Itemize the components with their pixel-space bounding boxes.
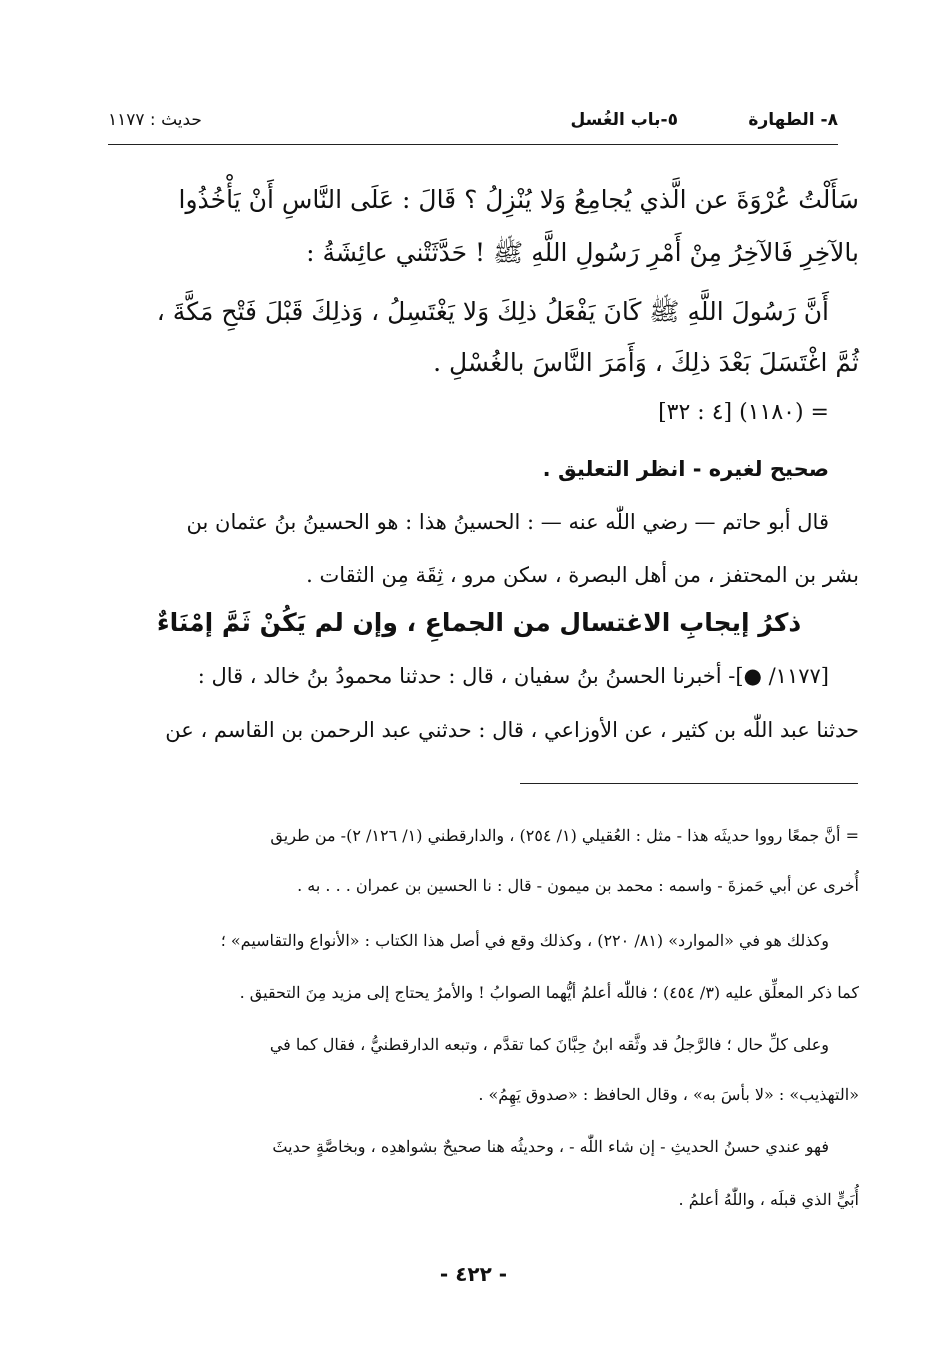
header-rule bbox=[108, 144, 838, 145]
text-line: أَنَّ رَسُولَ اللَّهِ ﷺ كَانَ يَفْعَلُ ذلِكَ وَلا يَغْتَسِلُ ، وَذلِكَ قَبْلَ فَتْحِ مَكَّةَ ، bbox=[156, 297, 829, 326]
footnote-line: = أنَّ جمعًا رووا حديثَه هذا - مثل : العُقيلي (١/ ٢٥٤) ، والدارقطني (١/ ١٢٦/ ٢)- من طريق bbox=[270, 826, 859, 845]
footnote-line: فهو عندي حسنُ الحديثِ - إن شاء اللّٰه - ، وحديثُه هنا صحيحٌ بشواهدِه ، وبخاصَّةٍ حديثَ bbox=[272, 1137, 829, 1156]
chapter-heading: ذكرُ إيجابِ الاغتسال من الجماعِ ، وإن لم يَكُنْ ثَمَّ إمْنَاءٌ bbox=[156, 608, 802, 637]
footnote-line: أُبَيٍّ الذي قبلَه ، واللّٰهُ أعلمُ . bbox=[678, 1190, 859, 1209]
isnad-line: [١١٧٧/ ●]- أخبرنا الحسنُ بنُ سفيان ، قال : حدثنا محمودُ بنُ خالد ، قال : bbox=[197, 664, 829, 688]
footnote-line: وكذلك هو في «الموارد» (٨١/ ٢٢٠) ، وكذلك وقع في أصل هذا الكتاب : «الأنواع والتقاسيم» ؛ bbox=[220, 931, 829, 950]
cross-reference: = (١١٨٠) [٤ : ٣٢] bbox=[658, 400, 829, 425]
chapter-title: ٨- الطهارة bbox=[748, 110, 838, 130]
text-line: ثُمَّ اغْتَسَلَ بَعْدَ ذلِكَ ، وَأَمَرَ النَّاسَ بالغُسْلِ . bbox=[433, 348, 859, 377]
text-line: قال أبو حاتم — رضي اللّٰه عنه — : الحسينُ هذا : هو الحسينُ بنُ عثمان بن bbox=[186, 510, 829, 534]
running-header bbox=[108, 110, 838, 140]
isnad-line: حدثنا عبد اللّٰه بن كثير ، عن الأوزاعي ، قال : حدثني عبد الرحمن بن القاسم ، عن bbox=[165, 718, 859, 742]
footnote-line: كما ذكر المعلِّق عليه (٣/ ٤٥٤) ؛ فاللّٰه أعلمُ أيُّهما الصوابُ ! والأمرُ يحتاج إلى مزيد مِنَ التحقيق . bbox=[239, 983, 859, 1002]
footnote-rule bbox=[520, 783, 858, 784]
text-line: بالآخِرِ فَالآخِرُ مِنْ أَمْرِ رَسُولِ اللَّهِ ﷺ ! حَدَّثَتْني عائِشَةُ : bbox=[306, 238, 859, 267]
footnote-line: وعلى كلِّ حال ؛ فالرَّجلُ قد وثَّقه ابنُ حِبَّانَ كما تقدَّم ، وتبعه الدارقطنيُّ ، فقال كما في bbox=[269, 1035, 829, 1054]
text-line: بشر بن المحتفز ، من أهل البصرة ، سكن مرو ، ثِقَة مِن الثقات . bbox=[306, 563, 859, 587]
footnote-line: أُخرى عن أبي حَمزةَ - واسمه : محمد بن ميمون - قال : نا الحسين بن عمران . . . به . bbox=[297, 876, 859, 895]
text-line: سَأَلْتُ عُرْوَةَ عن الَّذي يُجامِعُ وَلا يُنْزِلُ ؟ قَالَ : عَلَى النَّاسِ أَنْ يَأْخُذُوا bbox=[178, 185, 859, 214]
hadith-reference: حديث : ١١٧٧ bbox=[108, 110, 202, 130]
page-number: - ٤٢٢ - bbox=[439, 1262, 508, 1286]
hadith-grade: صحيح لغيره - انظر التعليق . bbox=[542, 457, 829, 481]
section-title: ٥-باب الغُسل bbox=[570, 110, 678, 130]
footnote-line: «التهذيب» : «لا بأسَ به» ، وقال الحافظ : «صدوق يَهِمُ» . bbox=[478, 1085, 859, 1104]
